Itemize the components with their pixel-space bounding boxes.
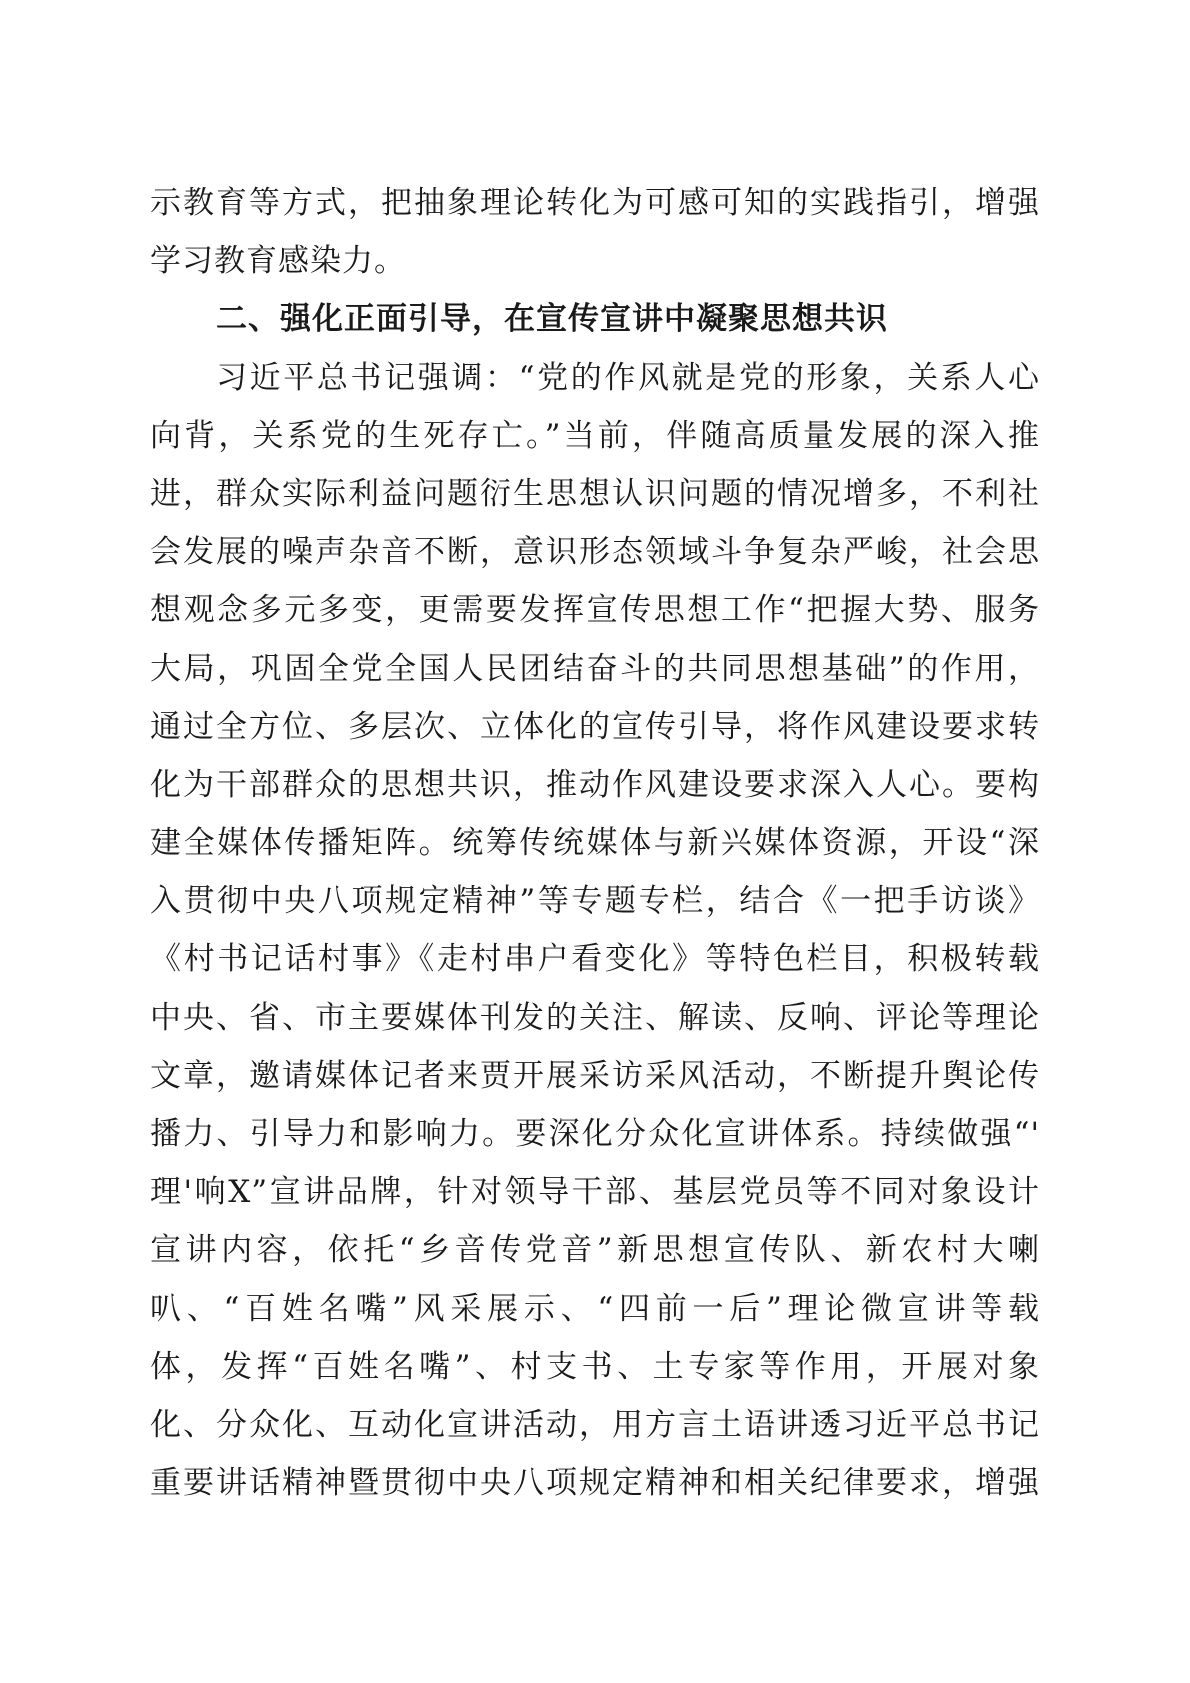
text-line: 宣讲内容，依托“乡音传党音”新思想宣传队、新农村大喇 xyxy=(150,1232,1040,1269)
text-line: 体，发挥“百姓名嘴”、村支书、土专家等作用，开展对象 xyxy=(150,1348,1040,1385)
text-line: 播力、引导力和影响力。要深化分众化宣讲体系。持续做强“' xyxy=(150,1116,1040,1152)
text-line: 向背，关系党的生死存亡。”当前，伴随高质量发展的深入推 xyxy=(150,417,1040,454)
text-line: 《村书记话村事》《走村串户看变化》等特色栏目，积极转载 xyxy=(150,941,1040,978)
text-line: 叭、“百姓名嘴”风采展示、“四前一后”理论微宣讲等载 xyxy=(150,1290,1040,1327)
text-line: 化、分众化、互动化宣讲活动，用方言土语讲透习近平总书记 xyxy=(150,1406,1040,1443)
text-line: 学习教育感染力。 xyxy=(150,243,406,280)
text-line: 大局，巩固全党全国人民团结奋斗的共同思想基础”的作用， xyxy=(150,650,1040,687)
text-line: 重要讲话精神暨贯彻中央八项规定精神和相关纪律要求，增强 xyxy=(150,1465,1040,1502)
section-heading: 二、强化正面引导，在宣传宣讲中凝聚思想共识 xyxy=(216,301,888,338)
text-line: 通过全方位、多层次、立体化的宣传引导，将作风建设要求转 xyxy=(150,708,1040,745)
document-body xyxy=(150,174,1040,1512)
text-line: 示教育等方式，把抽象理论转化为可感可知的实践指引，增强 xyxy=(150,185,1040,221)
text-line: 文章，邀请媒体记者来贾开展采访采风活动，不断提升舆论传 xyxy=(150,1057,1040,1094)
text-line: 进，群众实际利益问题衍生思想认识问题的情况增多，不利社 xyxy=(150,475,1040,512)
text-line: 想观念多元多变，更需要发挥宣传思想工作“把握大势、服务 xyxy=(150,592,1040,629)
text-line: 会发展的噪声杂音不断，意识形态领域斗争复杂严峻，社会思 xyxy=(150,534,1040,571)
text-line: 建全媒体传播矩阵。统筹传统媒体与新兴媒体资源，开设“深 xyxy=(150,825,1040,862)
text-line: 化为干部群众的思想共识，推动作风建设要求深入人心。要构 xyxy=(150,766,1040,803)
text-line: 中央、省、市主要媒体刊发的关注、解读、反响、评论等理论 xyxy=(150,999,1040,1036)
text-line: 理'响X”宣讲品牌，针对领导干部、基层党员等不同对象设计 xyxy=(150,1174,1040,1211)
text-line: 入贯彻中央八项规定精神”等专题专栏，结合《一把手访谈》 xyxy=(150,883,1040,920)
text-line: 习近平总书记强调：“党的作风就是党的形象，关系人心 xyxy=(216,359,1040,396)
